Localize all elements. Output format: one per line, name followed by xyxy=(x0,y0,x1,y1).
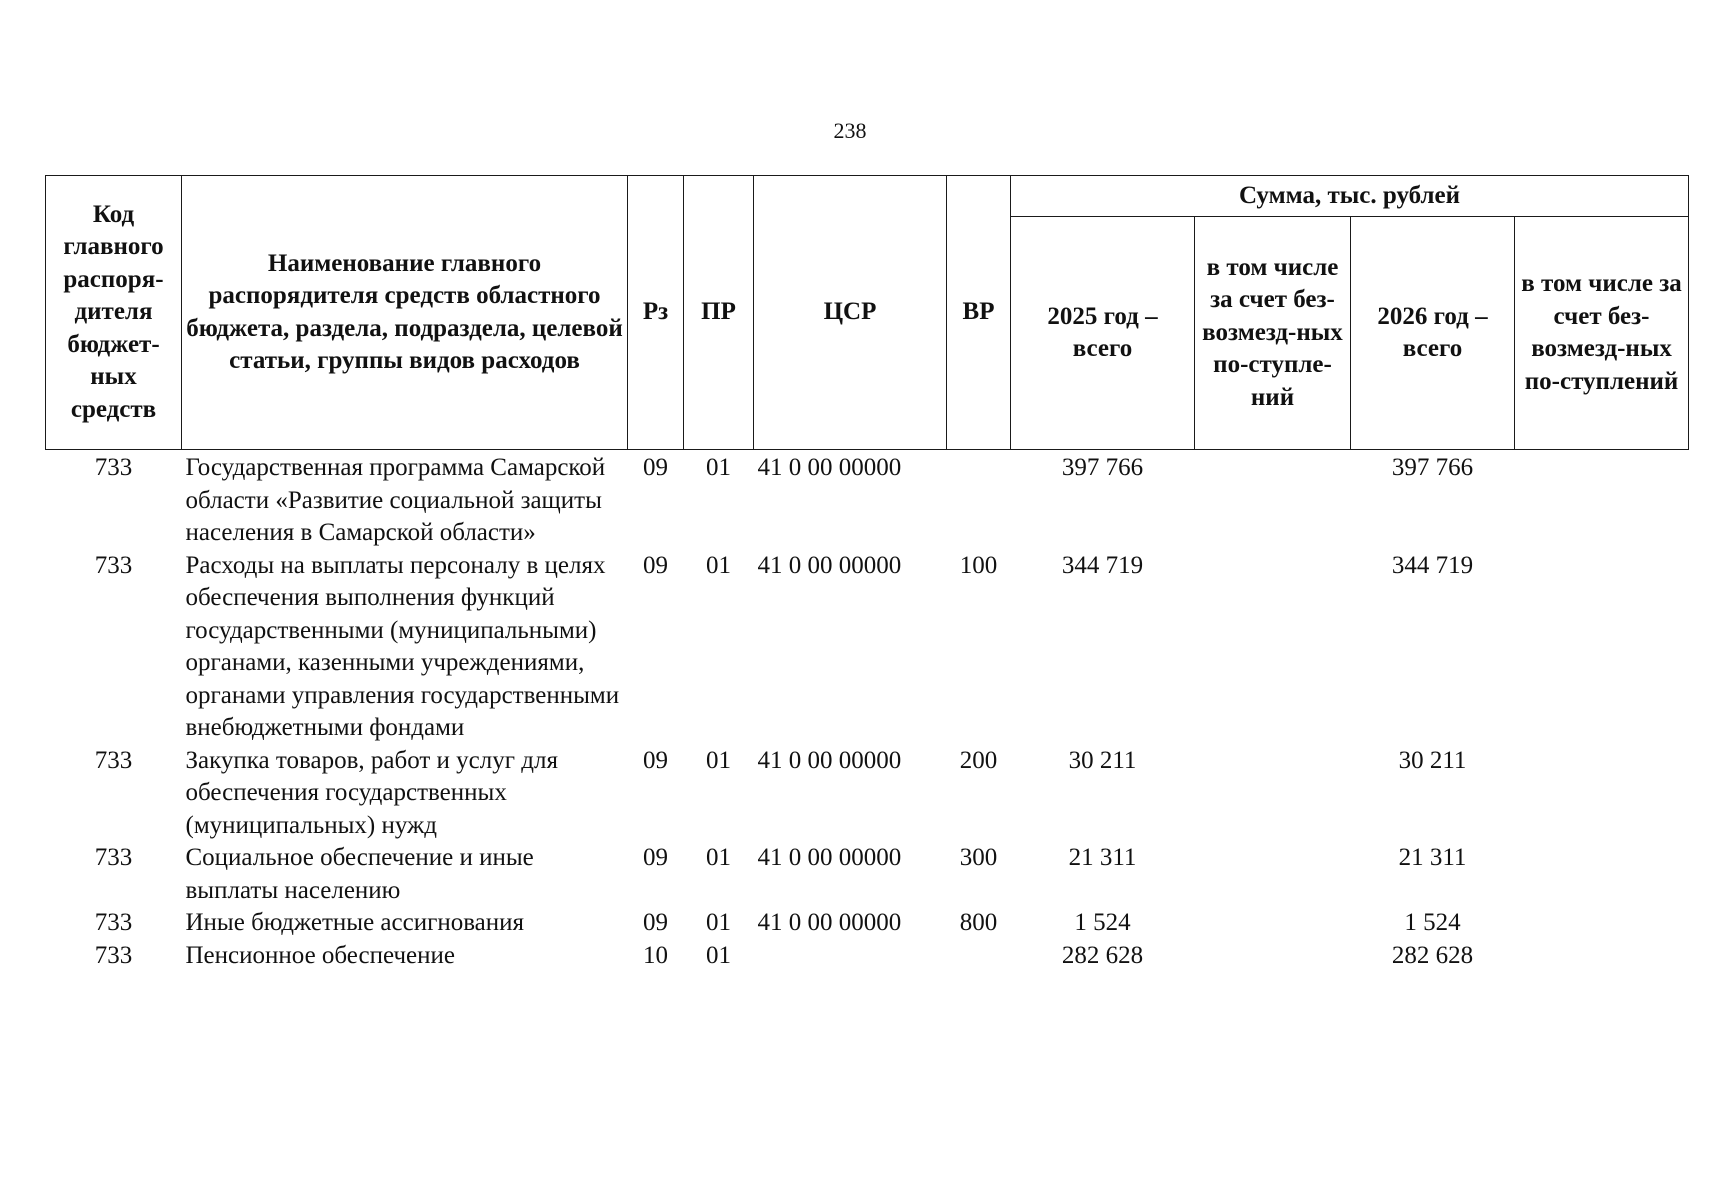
header-rz: Рз xyxy=(628,176,684,450)
header-csr: ЦСР xyxy=(754,176,947,450)
table-row xyxy=(46,550,1689,745)
cell-2025-free xyxy=(1195,842,1351,907)
cell-2026-total: 344 719 xyxy=(1391,551,1474,579)
cell-csr: 41 0 00 00000 xyxy=(757,454,902,481)
table-header xyxy=(46,176,1689,450)
header-2026-total: 2026 год – всего xyxy=(1351,217,1515,450)
budget-table xyxy=(45,175,1689,972)
cell-2026-total: 30 211 xyxy=(1398,746,1467,774)
cell-2025-total: 30 211 xyxy=(1068,746,1137,774)
cell-2026-total: 282 628 xyxy=(1391,941,1474,969)
page-number: 238 xyxy=(833,118,867,143)
cell-name: Расходы на выплаты персоналу в целях обеспечения выполнения функций государственными (муниципальными) органами, казенными учреждениями, органами управления государственными внебюджетными фондами xyxy=(185,551,620,741)
cell-2025-free xyxy=(1195,450,1351,550)
cell-2026-free xyxy=(1515,842,1689,907)
cell-pr: 01 xyxy=(706,941,731,969)
cell-2025-total: 282 628 xyxy=(1061,941,1144,969)
cell-pr: 01 xyxy=(706,746,731,774)
cell-2025-free xyxy=(1195,940,1351,973)
cell-2026-free xyxy=(1515,907,1689,940)
cell-vr: 200 xyxy=(959,746,998,774)
cell-code: 733 xyxy=(94,746,133,774)
header-code: Код главного распоря-дителя бюджет-ных средств xyxy=(46,176,182,450)
cell-name: Закупка товаров, работ и услуг для обеспечения государственных (муниципальных) нужд xyxy=(185,746,558,839)
cell-csr: 41 0 00 00000 xyxy=(757,551,902,579)
cell-csr: 41 0 00 00000 xyxy=(757,909,902,936)
cell-rz: 10 xyxy=(643,941,668,969)
cell-2026-total: 1 524 xyxy=(1404,909,1461,936)
cell-code: 733 xyxy=(94,454,133,481)
cell-2025-total: 344 719 xyxy=(1061,551,1144,579)
cell-vr xyxy=(947,450,1011,550)
header-2025-free: в том числе за счет без-возмезд-ных по-ступле-ний xyxy=(1195,217,1351,450)
cell-code: 733 xyxy=(94,909,133,936)
table-row xyxy=(46,940,1689,973)
cell-2026-free xyxy=(1515,745,1689,843)
cell-name: Государственная программа Самарской области «Развитие социальной защиты населения в Самарской области» xyxy=(185,454,606,546)
cell-csr: 41 0 00 00000 xyxy=(757,746,902,774)
header-sum-group: Сумма, тыс. рублей xyxy=(1011,176,1689,217)
cell-2026-free xyxy=(1515,550,1689,745)
cell-2025-total: 397 766 xyxy=(1061,454,1144,481)
cell-2025-free xyxy=(1195,745,1351,843)
cell-rz: 09 xyxy=(643,844,668,871)
cell-rz: 09 xyxy=(643,909,668,936)
header-2025-total: 2025 год – всего xyxy=(1011,217,1195,450)
cell-name: Социальное обеспечение и иные выплаты населению xyxy=(185,844,534,904)
header-row-top xyxy=(46,176,1689,217)
cell-pr: 01 xyxy=(706,454,731,481)
table-row xyxy=(46,745,1689,843)
cell-2025-total: 1 524 xyxy=(1074,909,1131,936)
cell-pr: 01 xyxy=(706,551,731,579)
header-2026-free: в том числе за счет без-возмезд-ных по-ступлений xyxy=(1515,217,1689,450)
cell-2026-total: 21 311 xyxy=(1398,844,1467,871)
cell-vr xyxy=(947,940,1011,973)
header-pr: ПР xyxy=(684,176,754,450)
cell-rz: 09 xyxy=(643,746,668,774)
cell-2026-free xyxy=(1515,450,1689,550)
cell-code: 733 xyxy=(94,941,133,969)
cell-rz: 09 xyxy=(643,454,668,481)
cell-csr: 41 0 00 00000 xyxy=(757,844,902,871)
cell-vr: 100 xyxy=(959,551,998,579)
cell-name: Пенсионное обеспечение xyxy=(185,941,455,969)
cell-code: 733 xyxy=(94,551,133,579)
table-row xyxy=(46,450,1689,550)
cell-name: Иные бюджетные ассигнования xyxy=(185,909,525,936)
cell-rz: 09 xyxy=(643,551,668,579)
table-row xyxy=(46,907,1689,940)
cell-2025-free xyxy=(1195,550,1351,745)
header-name: Наименование главного распорядителя средств областного бюджета, раздела, подраздела, целевой статьи, группы видов расходов xyxy=(182,176,628,450)
cell-2026-total: 397 766 xyxy=(1391,454,1474,481)
cell-vr: 800 xyxy=(959,909,998,936)
cell-csr xyxy=(754,940,947,973)
cell-2025-free xyxy=(1195,907,1351,940)
header-vr: ВР xyxy=(947,176,1011,450)
cell-2026-free xyxy=(1515,940,1689,973)
cell-pr: 01 xyxy=(706,844,731,871)
table-row xyxy=(46,842,1689,907)
cell-pr: 01 xyxy=(706,909,731,936)
table-body xyxy=(46,450,1689,973)
cell-code: 733 xyxy=(94,844,133,871)
cell-2025-total: 21 311 xyxy=(1068,844,1137,871)
cell-vr: 300 xyxy=(959,844,998,871)
